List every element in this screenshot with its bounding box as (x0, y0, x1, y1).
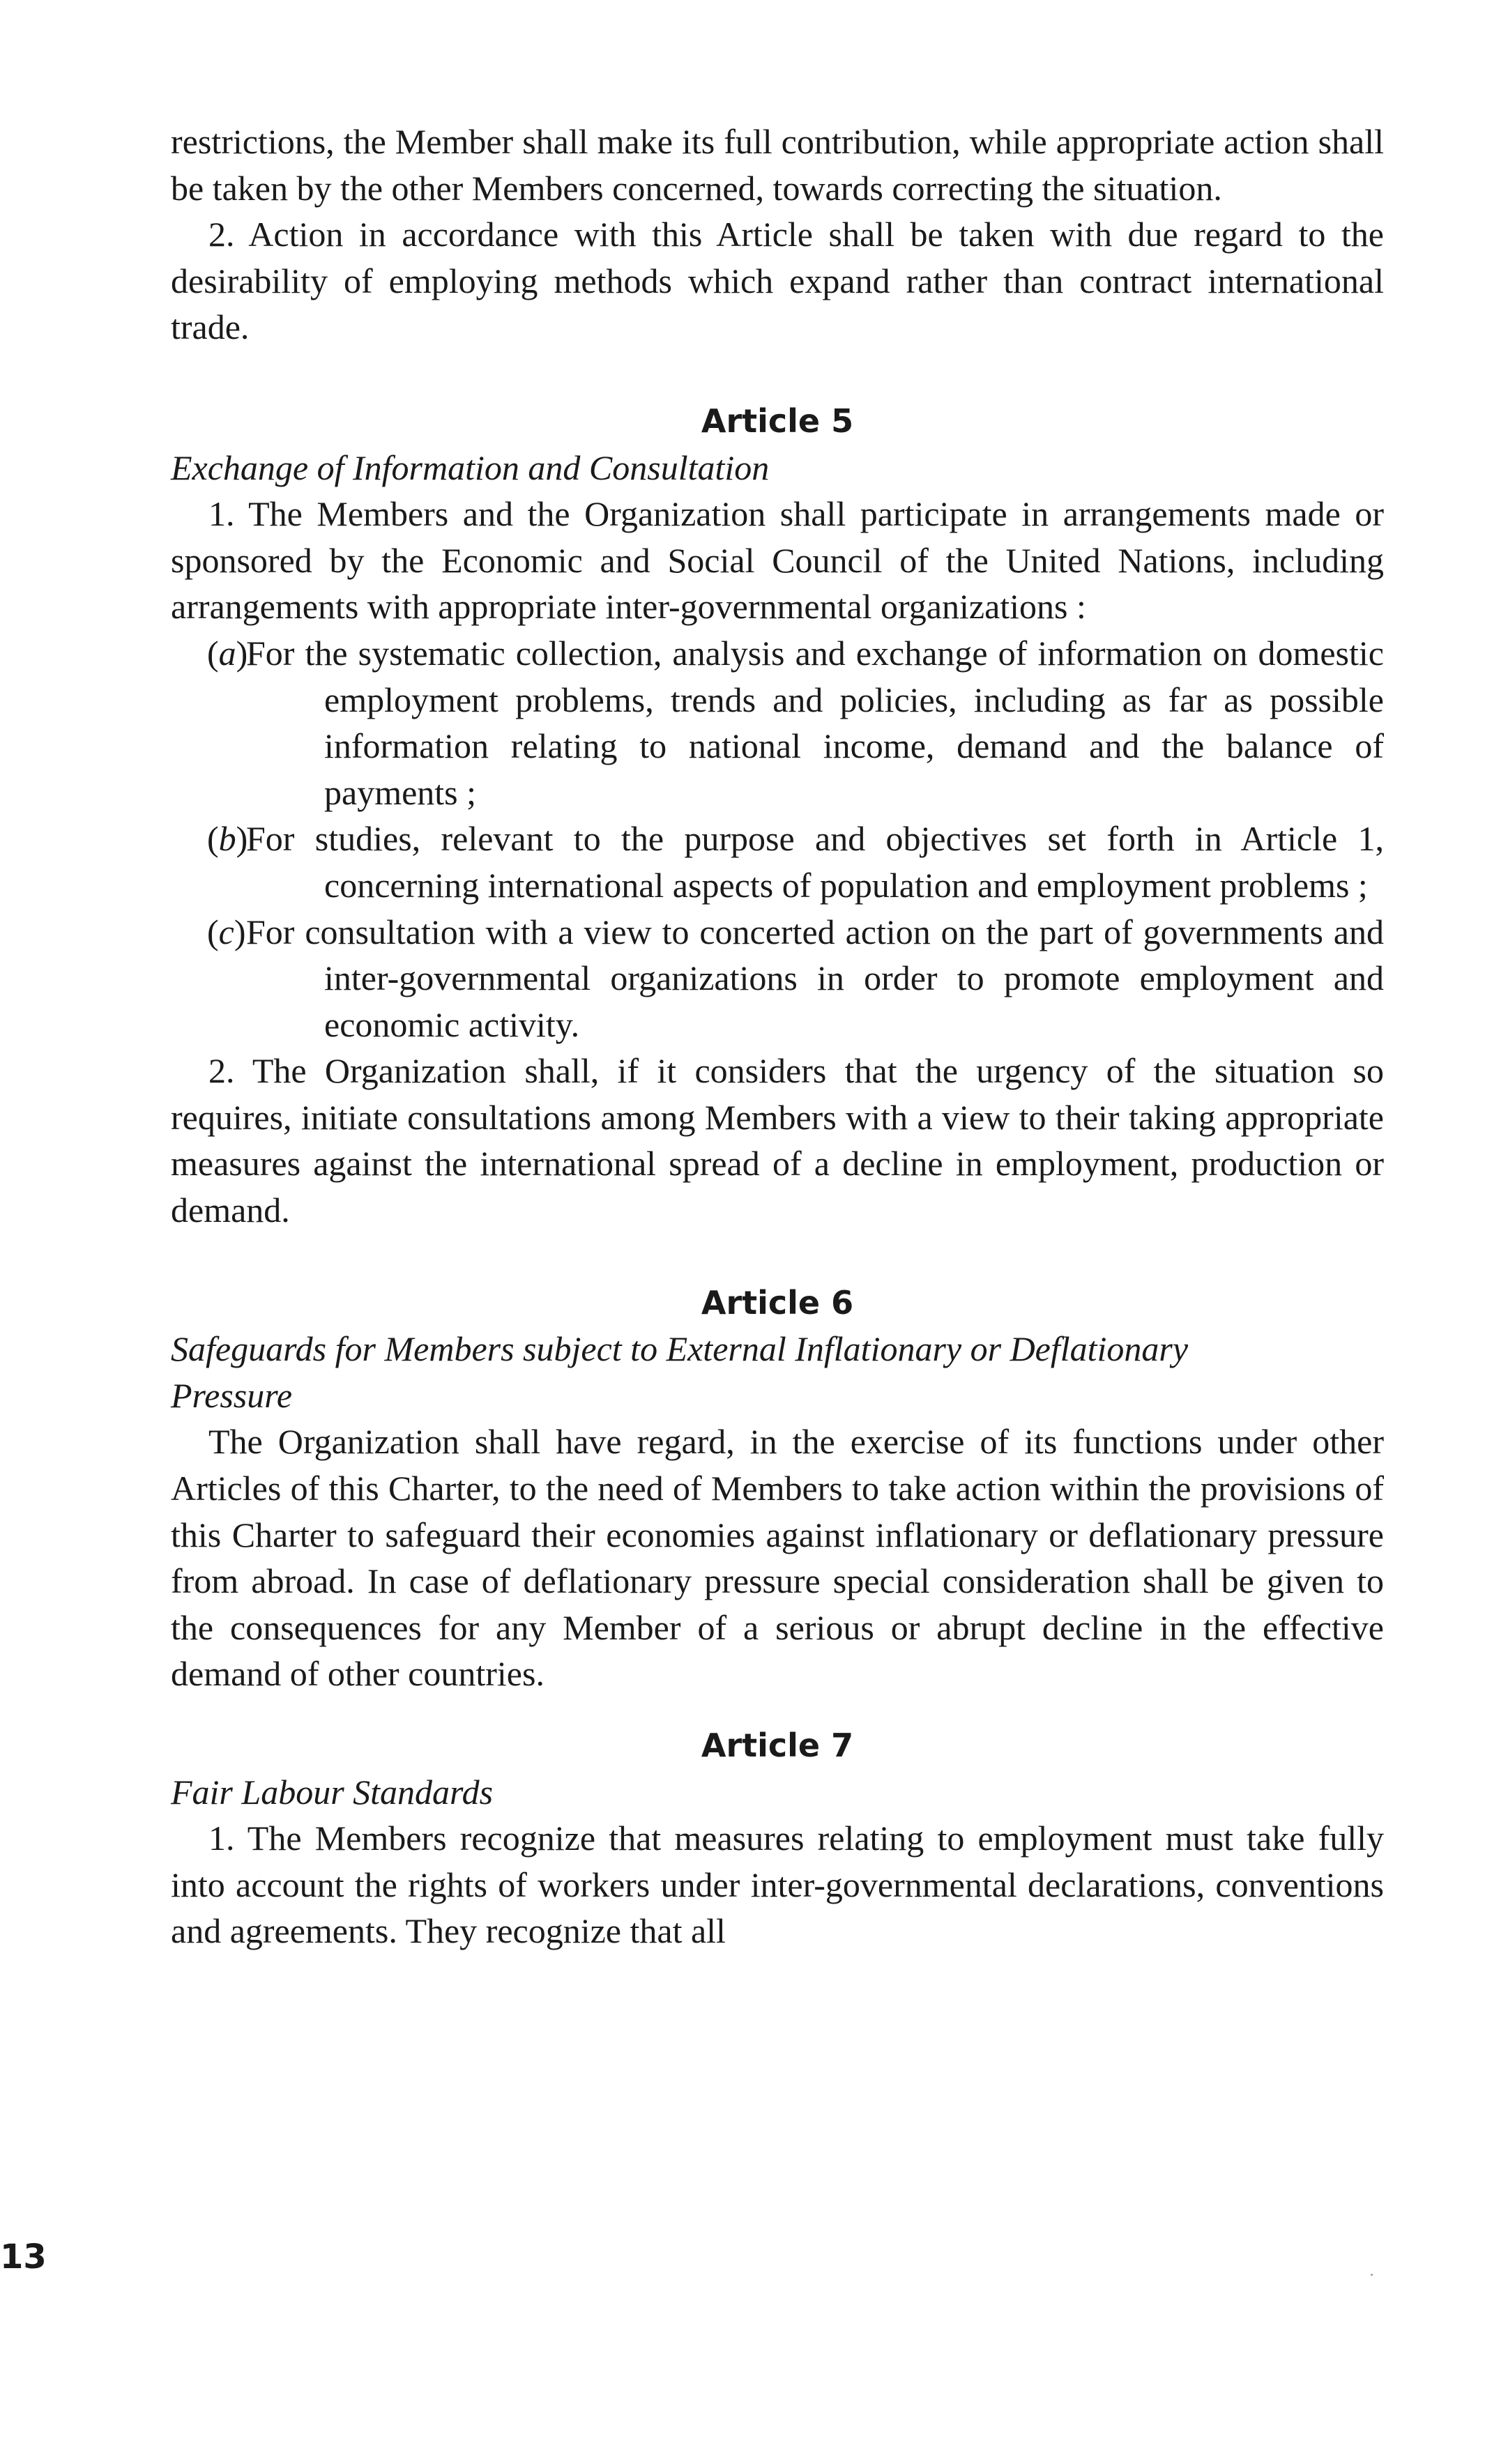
page-number: 13 (0, 2237, 47, 2276)
article-6-body: The Organization shall have regard, in the exercise of its functions under other Articles of this Charter, to the need of Members to take action within the provisions of this Charter to safeguard their economies against inflationary or deflationary pressure from abroad. In case of deflationary pressure special consideration shall be given to the consequences for any Member of a serious or abrupt decline in the effective demand of other countries. (171, 1422, 1384, 1694)
clause-a (171, 630, 1384, 816)
page-body (171, 118, 1384, 1954)
article-6-title-line-2: Pressure (171, 1375, 293, 1415)
clause-text: For studies, relevant to the purpose and objectives set forth in Article 1, concerning international aspects of population and employment problems ; (246, 819, 1384, 905)
clause-label: (b) (207, 819, 248, 859)
clause-b (171, 816, 1384, 908)
print-speck (1371, 2274, 1373, 2276)
article-6-title-line-1: Safeguards for Members subject to External Inflationary or Deflationary (171, 1329, 1189, 1369)
article-7-title: Fair Labour Standards (171, 1772, 494, 1812)
paragraph-2: 2. Action in accordance with this Article shall be taken with due regard to the desirability of employing methods which expand rather than contract international trade. (171, 215, 1384, 347)
article-7-heading: Article 7 (701, 1727, 854, 1764)
article-5 (171, 398, 1384, 1234)
clause-text: For consultation with a view to concerted action on the part of governments and inter-governmental organizations in order to promote employment and economic activity. (246, 912, 1384, 1044)
clause-c (171, 909, 1384, 1048)
article-6-heading: Article 6 (701, 1283, 854, 1322)
article-5-heading: Article 5 (701, 401, 854, 440)
clause-label: (c) (207, 912, 246, 951)
clause-text: For the systematic collection, analysis and exchange of information on domestic employment problems, trends and policies, including as far as possible information relating to national income, demand and the balance of payments ; (246, 633, 1384, 812)
article-5-title: Exchange of Information and Consultation (171, 447, 770, 487)
article-5-paragraph-2: 2. The Organization shall, if it considers that the urgency of the situation so requires, initiate consultations among Members with a view to their taking appropriate measures against the international spread of a decline in employment, production or demand. (171, 1051, 1384, 1230)
article-6 (171, 1280, 1384, 1697)
continuation-paragraph: restrictions, the Member shall make its full contribution, while appropriate action shall be taken by the other Members concerned, towards correcting the situation. (171, 122, 1384, 208)
article-7 (171, 1722, 1384, 1954)
article-7-paragraph-1: 1. The Members recognize that measures relating to employment must take fully into account the rights of workers under inter-governmental declarations, conventions and agreements. They recognize that all (171, 1819, 1384, 1951)
article-5-paragraph-1: 1. The Members and the Organization shall participate in arrangements made or sponsored by the Economic and Social Council of the United Nations, including arrangements with appropriate inter-governmental organizations : (171, 494, 1384, 627)
clause-label: (a) (207, 633, 248, 673)
